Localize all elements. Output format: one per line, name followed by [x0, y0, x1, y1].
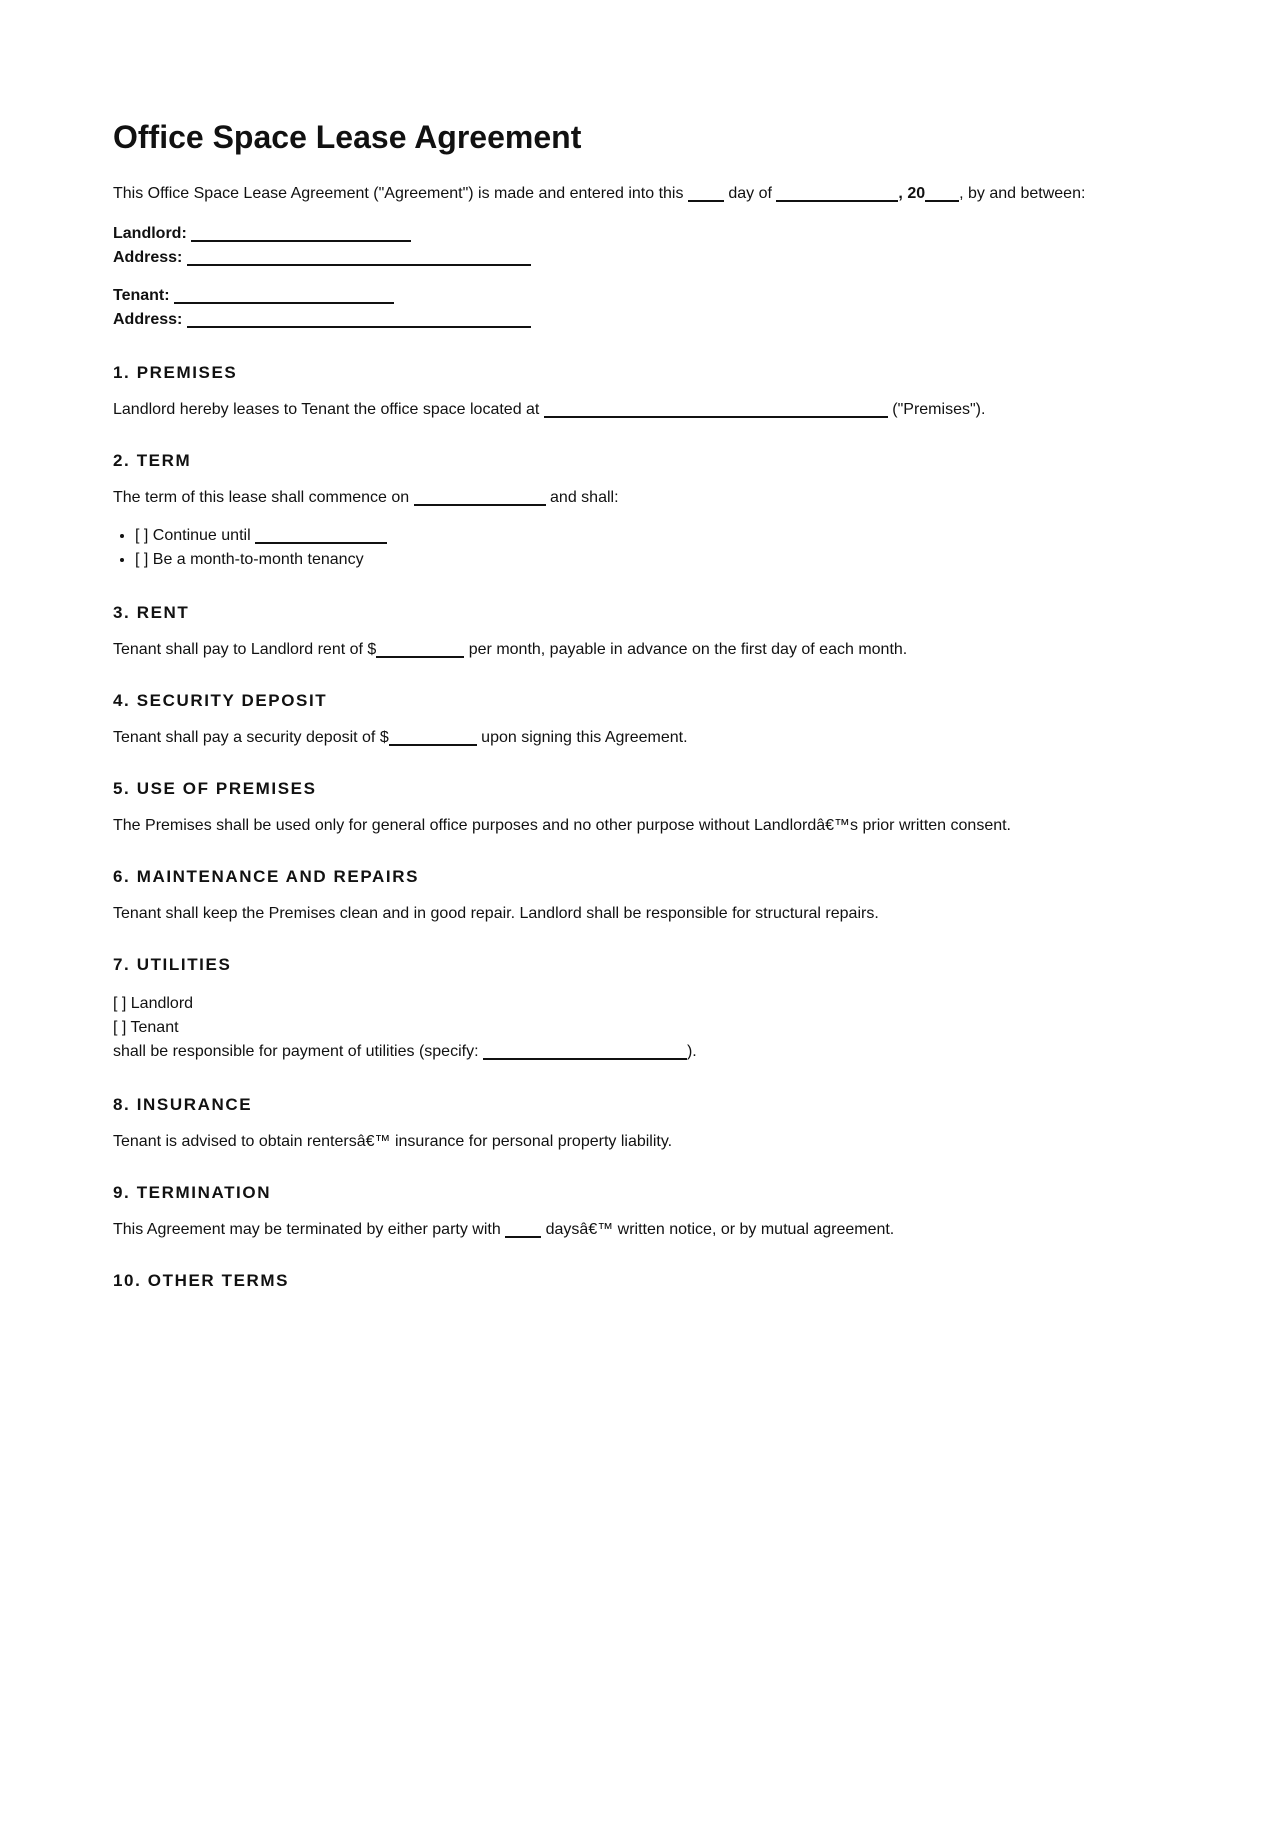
- deposit-text-1: Tenant shall pay a security deposit of $: [113, 729, 389, 746]
- deposit-amount-blank[interactable]: [389, 728, 477, 746]
- landlord-block: [113, 222, 1153, 270]
- landlord-label: Landlord:: [113, 225, 187, 242]
- section-insurance: [113, 1094, 1153, 1152]
- maintenance-heading: 6. MAINTENANCE AND REPAIRS: [113, 867, 420, 886]
- tenant-block: [113, 284, 1153, 332]
- utilities-text: [113, 1040, 1153, 1064]
- deposit-text: [113, 728, 1153, 748]
- landlord-address-line: [113, 246, 1153, 270]
- term-text-1: The term of this lease shall commence on: [113, 489, 414, 506]
- use-heading: 5. USE OF PREMISES: [113, 779, 317, 798]
- term-text-2: and shall:: [545, 489, 619, 506]
- termination-heading: 9. TERMINATION: [113, 1183, 272, 1202]
- month-blank[interactable]: [776, 184, 898, 202]
- maintenance-text: Tenant shall keep the Premises clean and in good repair. Landlord shall be responsible for structural repairs.: [113, 905, 879, 922]
- section-termination: [113, 1182, 1153, 1240]
- termination-text-1: This Agreement may be terminated by either party with: [113, 1221, 506, 1238]
- section-term: [113, 450, 1153, 572]
- section-maintenance: [113, 866, 1153, 924]
- use-text: The Premises shall be used only for general office purposes and no other purpose without Landlordâ€™s prior written consent.: [113, 817, 1011, 834]
- lease-document: [113, 118, 1153, 1296]
- intro-text-2: day of: [723, 185, 777, 202]
- term-option-monthly[interactable]: • [ ] Be a month-to-month tenancy: [135, 548, 1153, 572]
- landlord-name-blank[interactable]: [191, 224, 411, 242]
- term-option-fixed[interactable]: [135, 524, 1153, 548]
- intro-text-1: This Office Space Lease Agreement ("Agreement") is made and entered into this: [113, 185, 688, 202]
- deposit-text-2: upon signing this Agreement.: [476, 729, 688, 746]
- section-other-terms: [113, 1270, 1153, 1292]
- notice-days-blank[interactable]: [505, 1220, 541, 1238]
- section-utilities: [113, 954, 1153, 1064]
- rent-text-2: per month, payable in advance on the first day of each month.: [464, 641, 908, 658]
- end-date-blank[interactable]: [255, 526, 387, 544]
- term-options: [113, 524, 1153, 572]
- year-blank[interactable]: [925, 184, 959, 202]
- rent-text-1: Tenant shall pay to Landlord rent of $: [113, 641, 377, 658]
- section-security-deposit: [113, 690, 1153, 748]
- premises-text-1: Landlord hereby leases to Tenant the office space located at: [113, 401, 544, 418]
- intro-text-4: , by and between:: [959, 185, 1086, 202]
- commence-date-blank[interactable]: [414, 488, 546, 506]
- document-title: Office Space Lease Agreement: [113, 119, 582, 155]
- intro-text-3: , 20: [898, 185, 926, 202]
- tenant-name-blank[interactable]: [174, 286, 394, 304]
- utilities-heading: 7. UTILITIES: [113, 955, 232, 974]
- tenant-address-line: [113, 308, 1153, 332]
- landlord-line: [113, 222, 1153, 246]
- utilities-lines: [113, 992, 1153, 1064]
- tenant-line: [113, 284, 1153, 308]
- day-blank[interactable]: [688, 184, 724, 202]
- section-premises: [113, 362, 1153, 420]
- utilities-option-tenant[interactable]: [ ] Tenant: [113, 1019, 179, 1036]
- intro-paragraph: [113, 184, 1153, 204]
- tenant-address-label: Address:: [113, 311, 183, 328]
- landlord-address-label: Address:: [113, 249, 183, 266]
- rent-heading: 3. RENT: [113, 603, 190, 622]
- termination-text: [113, 1220, 1153, 1240]
- rent-text: [113, 640, 1153, 660]
- premises-heading: 1. PREMISES: [113, 363, 238, 382]
- tenant-label: Tenant:: [113, 287, 170, 304]
- utilities-specify-blank[interactable]: [483, 1042, 687, 1060]
- term-text: [113, 488, 1153, 508]
- term-heading: 2. TERM: [113, 451, 192, 470]
- utilities-text-2: ).: [686, 1043, 697, 1060]
- other-terms-heading: 10. OTHER TERMS: [113, 1271, 290, 1290]
- tenant-address-blank[interactable]: [187, 310, 531, 328]
- term-option-1-label: [ ] Continue until: [135, 527, 256, 544]
- utilities-text-1: shall be responsible for payment of utilities (specify:: [113, 1043, 483, 1060]
- rent-amount-blank[interactable]: [376, 640, 464, 658]
- section-rent: [113, 602, 1153, 660]
- insurance-text: Tenant is advised to obtain rentersâ€™ insurance for personal property liability.: [113, 1133, 673, 1150]
- deposit-heading: 4. SECURITY DEPOSIT: [113, 691, 328, 710]
- premises-text-2: ("Premises").: [887, 401, 986, 418]
- termination-text-2: daysâ€™ written notice, or by mutual agreement.: [541, 1221, 895, 1238]
- premises-text: [113, 400, 1153, 420]
- utilities-option-landlord[interactable]: [ ] Landlord: [113, 995, 194, 1012]
- premises-location-blank[interactable]: [544, 400, 888, 418]
- landlord-address-blank[interactable]: [187, 248, 531, 266]
- section-use-of-premises: [113, 778, 1153, 836]
- insurance-heading: 8. INSURANCE: [113, 1095, 253, 1114]
